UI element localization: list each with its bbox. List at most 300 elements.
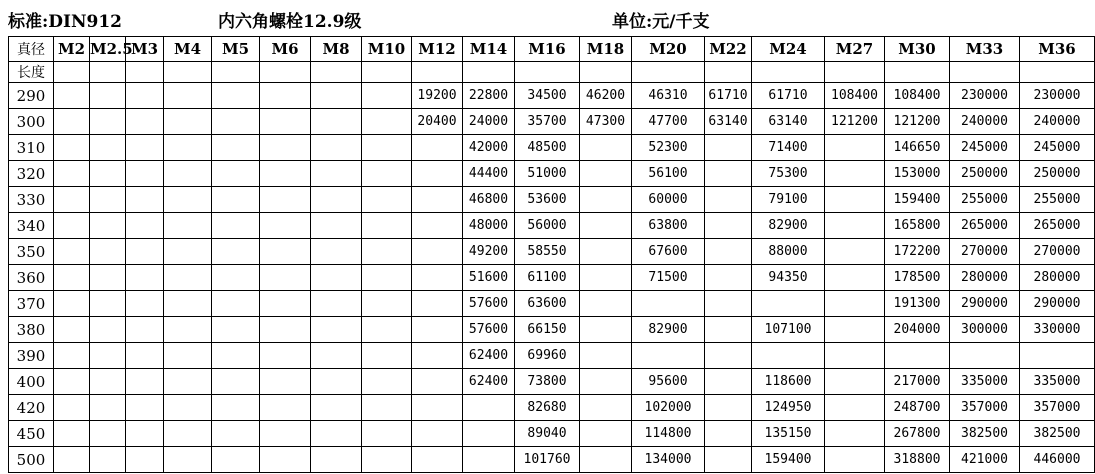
- price-cell: [362, 447, 412, 473]
- price-cell: [825, 291, 885, 317]
- price-cell: [752, 343, 825, 369]
- empty-cell: [752, 62, 825, 83]
- price-cell: [126, 291, 164, 317]
- price-cell: 146650: [885, 135, 950, 161]
- price-cell: [825, 239, 885, 265]
- price-cell: [825, 265, 885, 291]
- price-cell: 51600: [463, 265, 515, 291]
- price-cell: 357000: [1020, 395, 1095, 421]
- price-cell: [705, 161, 752, 187]
- price-cell: 88000: [752, 239, 825, 265]
- column-header: M2.5: [90, 37, 126, 62]
- price-cell: [126, 83, 164, 109]
- column-header: M5: [212, 37, 260, 62]
- price-cell: [311, 213, 362, 239]
- column-header: M33: [950, 37, 1020, 62]
- price-cell: [212, 317, 260, 343]
- price-cell: 270000: [950, 239, 1020, 265]
- price-cell: 217000: [885, 369, 950, 395]
- price-cell: [632, 291, 705, 317]
- empty-cell: [54, 62, 90, 83]
- price-cell: [825, 343, 885, 369]
- price-cell: 165800: [885, 213, 950, 239]
- price-cell: [212, 421, 260, 447]
- price-cell: [90, 213, 126, 239]
- price-cell: [705, 395, 752, 421]
- price-cell: 82900: [632, 317, 705, 343]
- price-cell: [412, 187, 463, 213]
- column-header-row: [9, 37, 1095, 62]
- price-cell: [90, 187, 126, 213]
- price-cell: 67600: [632, 239, 705, 265]
- column-header: M3: [126, 37, 164, 62]
- price-cell: [885, 343, 950, 369]
- price-cell: [362, 109, 412, 135]
- price-cell: 63140: [752, 109, 825, 135]
- price-cell: 250000: [1020, 161, 1095, 187]
- price-cell: 124950: [752, 395, 825, 421]
- column-header: M8: [311, 37, 362, 62]
- price-cell: [362, 135, 412, 161]
- price-cell: 82680: [515, 395, 580, 421]
- price-cell: [362, 291, 412, 317]
- price-cell: [580, 421, 632, 447]
- price-cell: [260, 291, 311, 317]
- price-cell: [90, 161, 126, 187]
- empty-cell: [463, 62, 515, 83]
- price-cell: [126, 109, 164, 135]
- price-cell: 42000: [463, 135, 515, 161]
- price-cell: [164, 395, 212, 421]
- price-cell: [90, 447, 126, 473]
- price-cell: [311, 291, 362, 317]
- price-cell: [90, 395, 126, 421]
- price-cell: [412, 265, 463, 291]
- price-cell: [705, 135, 752, 161]
- price-cell: [164, 187, 212, 213]
- price-cell: [412, 239, 463, 265]
- price-cell: [126, 161, 164, 187]
- price-cell: 62400: [463, 343, 515, 369]
- price-cell: 270000: [1020, 239, 1095, 265]
- price-cell: [362, 395, 412, 421]
- price-cell: 357000: [950, 395, 1020, 421]
- column-header: M22: [705, 37, 752, 62]
- table-row: [9, 135, 1095, 161]
- price-cell: [311, 161, 362, 187]
- price-cell: [463, 421, 515, 447]
- price-cell: [705, 265, 752, 291]
- price-cell: [90, 135, 126, 161]
- price-cell: [362, 187, 412, 213]
- price-cell: [311, 395, 362, 421]
- price-cell: 280000: [950, 265, 1020, 291]
- price-cell: 48000: [463, 213, 515, 239]
- price-cell: 71400: [752, 135, 825, 161]
- price-cell: [362, 421, 412, 447]
- price-cell: [260, 213, 311, 239]
- price-cell: 255000: [1020, 187, 1095, 213]
- empty-cell: [362, 62, 412, 83]
- table-row: [9, 83, 1095, 109]
- price-cell: [212, 343, 260, 369]
- table-row: [9, 317, 1095, 343]
- price-cell: [362, 83, 412, 109]
- price-cell: [412, 317, 463, 343]
- price-cell: [54, 109, 90, 135]
- price-cell: 121200: [825, 109, 885, 135]
- price-cell: [212, 109, 260, 135]
- price-cell: [311, 239, 362, 265]
- price-cell: [412, 161, 463, 187]
- column-subheader-row: [9, 62, 1095, 83]
- price-cell: [705, 291, 752, 317]
- table-row: [9, 161, 1095, 187]
- price-cell: [580, 213, 632, 239]
- price-cell: [54, 83, 90, 109]
- price-cell: [752, 291, 825, 317]
- page-header: [0, 0, 1092, 36]
- product-title: 内六角螺栓12.9级: [218, 12, 362, 32]
- length-cell: 310: [9, 135, 54, 161]
- price-cell: [311, 369, 362, 395]
- price-cell: [825, 369, 885, 395]
- price-cell: 108400: [885, 83, 950, 109]
- price-cell: [825, 135, 885, 161]
- price-cell: [362, 369, 412, 395]
- length-cell: 390: [9, 343, 54, 369]
- length-cell: 400: [9, 369, 54, 395]
- price-cell: [54, 317, 90, 343]
- empty-cell: [260, 62, 311, 83]
- price-cell: [126, 317, 164, 343]
- price-cell: 102000: [632, 395, 705, 421]
- price-cell: 204000: [885, 317, 950, 343]
- price-cell: 265000: [1020, 213, 1095, 239]
- price-table: [8, 36, 1095, 473]
- price-cell: 135150: [752, 421, 825, 447]
- price-cell: 335000: [1020, 369, 1095, 395]
- price-cell: 382500: [1020, 421, 1095, 447]
- empty-cell: [705, 62, 752, 83]
- price-cell: 52300: [632, 135, 705, 161]
- price-cell: [212, 161, 260, 187]
- price-cell: [580, 343, 632, 369]
- empty-cell: [311, 62, 362, 83]
- length-cell: 340: [9, 213, 54, 239]
- table-row: [9, 239, 1095, 265]
- price-cell: [54, 369, 90, 395]
- price-cell: 94350: [752, 265, 825, 291]
- price-cell: [705, 317, 752, 343]
- price-cell: [212, 135, 260, 161]
- price-cell: 35700: [515, 109, 580, 135]
- length-cell: 380: [9, 317, 54, 343]
- price-cell: [311, 421, 362, 447]
- price-cell: 49200: [463, 239, 515, 265]
- price-cell: [260, 161, 311, 187]
- unit-label: 单位:元/千支: [612, 12, 710, 32]
- length-cell: 370: [9, 291, 54, 317]
- price-cell: [362, 213, 412, 239]
- column-header: M18: [580, 37, 632, 62]
- price-cell: [54, 161, 90, 187]
- table-row: [9, 109, 1095, 135]
- price-cell: [164, 447, 212, 473]
- table-row: [9, 291, 1095, 317]
- empty-cell: [885, 62, 950, 83]
- price-cell: [164, 161, 212, 187]
- price-cell: 63600: [515, 291, 580, 317]
- price-cell: [260, 109, 311, 135]
- price-cell: [54, 291, 90, 317]
- price-cell: [412, 343, 463, 369]
- column-header: M10: [362, 37, 412, 62]
- price-cell: [164, 239, 212, 265]
- column-header: M36: [1020, 37, 1095, 62]
- price-cell: [580, 239, 632, 265]
- price-cell: 47700: [632, 109, 705, 135]
- price-cell: [164, 135, 212, 161]
- price-cell: 20400: [412, 109, 463, 135]
- price-cell: [580, 395, 632, 421]
- length-cell: 350: [9, 239, 54, 265]
- price-cell: [950, 343, 1020, 369]
- price-cell: [164, 213, 212, 239]
- price-cell: [311, 447, 362, 473]
- price-cell: [825, 317, 885, 343]
- price-cell: [825, 161, 885, 187]
- corner-label-length: 长度: [9, 62, 54, 83]
- price-cell: [705, 369, 752, 395]
- empty-cell: [515, 62, 580, 83]
- price-cell: 230000: [1020, 83, 1095, 109]
- empty-cell: [632, 62, 705, 83]
- price-cell: [705, 239, 752, 265]
- price-cell: 44400: [463, 161, 515, 187]
- price-cell: [825, 187, 885, 213]
- price-cell: 191300: [885, 291, 950, 317]
- column-header: M16: [515, 37, 580, 62]
- empty-cell: [164, 62, 212, 83]
- price-cell: [705, 187, 752, 213]
- price-cell: [212, 395, 260, 421]
- price-cell: [632, 343, 705, 369]
- price-cell: [212, 369, 260, 395]
- price-cell: 79100: [752, 187, 825, 213]
- table-row: [9, 343, 1095, 369]
- price-cell: [705, 343, 752, 369]
- price-cell: [164, 421, 212, 447]
- price-cell: 69960: [515, 343, 580, 369]
- price-cell: 82900: [752, 213, 825, 239]
- price-cell: 230000: [950, 83, 1020, 109]
- price-cell: 245000: [1020, 135, 1095, 161]
- empty-cell: [212, 62, 260, 83]
- column-header: M2: [54, 37, 90, 62]
- price-cell: [164, 343, 212, 369]
- price-cell: [164, 317, 212, 343]
- price-cell: [412, 291, 463, 317]
- price-cell: 56100: [632, 161, 705, 187]
- price-cell: [90, 109, 126, 135]
- price-cell: [311, 187, 362, 213]
- price-cell: [90, 83, 126, 109]
- column-header: M24: [752, 37, 825, 62]
- price-cell: 118600: [752, 369, 825, 395]
- length-cell: 360: [9, 265, 54, 291]
- price-cell: 60000: [632, 187, 705, 213]
- price-cell: [212, 291, 260, 317]
- price-cell: [412, 369, 463, 395]
- price-cell: [260, 83, 311, 109]
- price-cell: 267800: [885, 421, 950, 447]
- price-cell: [311, 83, 362, 109]
- price-cell: 57600: [463, 291, 515, 317]
- price-cell: 178500: [885, 265, 950, 291]
- price-cell: [825, 421, 885, 447]
- price-cell: [412, 447, 463, 473]
- price-cell: [580, 135, 632, 161]
- price-cell: [705, 213, 752, 239]
- empty-cell: [126, 62, 164, 83]
- price-cell: 248700: [885, 395, 950, 421]
- price-cell: 107100: [752, 317, 825, 343]
- price-cell: [311, 109, 362, 135]
- length-cell: 420: [9, 395, 54, 421]
- price-cell: [260, 239, 311, 265]
- length-cell: 450: [9, 421, 54, 447]
- price-cell: [260, 265, 311, 291]
- price-cell: [260, 421, 311, 447]
- empty-cell: [412, 62, 463, 83]
- empty-cell: [90, 62, 126, 83]
- price-cell: [580, 187, 632, 213]
- price-cell: [412, 395, 463, 421]
- price-cell: [54, 421, 90, 447]
- price-cell: 63800: [632, 213, 705, 239]
- price-cell: [54, 239, 90, 265]
- price-cell: [260, 135, 311, 161]
- price-cell: [126, 265, 164, 291]
- price-cell: [580, 317, 632, 343]
- price-cell: 95600: [632, 369, 705, 395]
- column-header: M30: [885, 37, 950, 62]
- price-cell: [126, 135, 164, 161]
- price-cell: 47300: [580, 109, 632, 135]
- price-cell: 265000: [950, 213, 1020, 239]
- price-cell: [580, 369, 632, 395]
- price-cell: [362, 343, 412, 369]
- column-header: M12: [412, 37, 463, 62]
- length-cell: 300: [9, 109, 54, 135]
- price-cell: 71500: [632, 265, 705, 291]
- table-row: [9, 265, 1095, 291]
- price-cell: [212, 83, 260, 109]
- price-cell: 46200: [580, 83, 632, 109]
- price-cell: 153000: [885, 161, 950, 187]
- table-row: [9, 421, 1095, 447]
- price-cell: [311, 343, 362, 369]
- price-cell: [164, 265, 212, 291]
- price-cell: [164, 83, 212, 109]
- price-cell: 300000: [950, 317, 1020, 343]
- price-cell: [412, 135, 463, 161]
- price-cell: 63140: [705, 109, 752, 135]
- price-cell: [260, 369, 311, 395]
- price-cell: [1020, 343, 1095, 369]
- price-cell: [705, 421, 752, 447]
- price-cell: 73800: [515, 369, 580, 395]
- price-cell: [311, 135, 362, 161]
- price-cell: 61710: [705, 83, 752, 109]
- price-cell: 46310: [632, 83, 705, 109]
- price-cell: 159400: [885, 187, 950, 213]
- price-cell: 66150: [515, 317, 580, 343]
- column-header: M20: [632, 37, 705, 62]
- price-cell: [260, 317, 311, 343]
- price-cell: [54, 187, 90, 213]
- price-cell: [412, 213, 463, 239]
- column-header: M27: [825, 37, 885, 62]
- price-cell: [412, 421, 463, 447]
- price-cell: [126, 213, 164, 239]
- empty-cell: [1020, 62, 1095, 83]
- price-cell: 108400: [825, 83, 885, 109]
- price-cell: [311, 265, 362, 291]
- length-cell: 290: [9, 83, 54, 109]
- price-cell: [126, 447, 164, 473]
- length-cell: 500: [9, 447, 54, 473]
- price-cell: [164, 369, 212, 395]
- price-cell: 114800: [632, 421, 705, 447]
- price-cell: [580, 291, 632, 317]
- table-row: [9, 395, 1095, 421]
- price-cell: 134000: [632, 447, 705, 473]
- price-cell: [126, 343, 164, 369]
- column-header: M4: [164, 37, 212, 62]
- price-cell: 245000: [950, 135, 1020, 161]
- price-cell: [212, 447, 260, 473]
- price-cell: [362, 161, 412, 187]
- price-cell: [705, 447, 752, 473]
- price-cell: [260, 343, 311, 369]
- price-cell: [362, 317, 412, 343]
- price-cell: 255000: [950, 187, 1020, 213]
- corner-label-diameter: 真径: [9, 37, 54, 62]
- price-cell: 57600: [463, 317, 515, 343]
- price-cell: 240000: [950, 109, 1020, 135]
- price-cell: 172200: [885, 239, 950, 265]
- price-cell: [825, 395, 885, 421]
- price-cell: [260, 447, 311, 473]
- price-cell: [260, 395, 311, 421]
- price-cell: 24000: [463, 109, 515, 135]
- price-cell: 318800: [885, 447, 950, 473]
- price-cell: [54, 135, 90, 161]
- price-cell: [54, 265, 90, 291]
- price-cell: 446000: [1020, 447, 1095, 473]
- price-cell: [90, 291, 126, 317]
- price-cell: [90, 369, 126, 395]
- price-cell: 51000: [515, 161, 580, 187]
- price-cell: 22800: [463, 83, 515, 109]
- price-cell: 34500: [515, 83, 580, 109]
- price-cell: [90, 343, 126, 369]
- price-cell: [54, 395, 90, 421]
- empty-cell: [825, 62, 885, 83]
- length-cell: 330: [9, 187, 54, 213]
